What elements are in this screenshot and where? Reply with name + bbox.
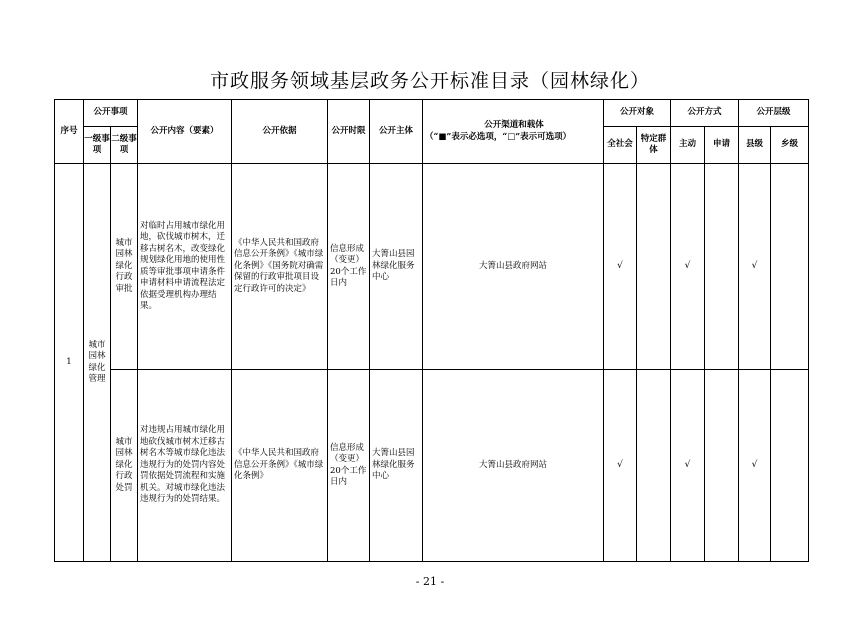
row-audience-all-check: √ <box>604 164 637 370</box>
row-content: 对临时占用城市绿化用地，砍伐城市树木，迁移古树名木，改变绿化规划绿化用地的使用性质等审批事项申请条件申请材料申请流程法定依据受理机构办理结果。 <box>138 164 232 370</box>
header-hierarchy-county: 县级 <box>739 127 771 164</box>
header-public-items: 公开事项 <box>84 100 138 127</box>
header-method-request: 申请 <box>705 127 739 164</box>
row-level2: 城市园林绿化行政处罚 <box>111 370 138 562</box>
header-channel-title: 公开渠道和载体 <box>484 120 544 130</box>
header-content: 公开内容（要素） <box>138 100 232 164</box>
row-audience-specific <box>637 164 671 370</box>
header-seq: 序号 <box>55 100 84 164</box>
row-method-active-check: √ <box>671 370 705 562</box>
header-subject: 公开主体 <box>370 100 423 164</box>
header-audience-all: 全社会 <box>604 127 637 164</box>
header-level1: 一级事项 <box>84 127 111 164</box>
header-time-limit: 公开时限 <box>328 100 370 164</box>
row-basis: 《中华人民共和国政府信息公开条例》《城市绿化条例》 <box>232 370 328 562</box>
row-method-request <box>705 164 739 370</box>
header-channel <box>423 100 604 164</box>
header-basis: 公开依据 <box>232 100 328 164</box>
table-row <box>55 164 809 370</box>
row-hierarchy-county-check: √ <box>739 164 771 370</box>
header-hierarchy: 公开层级 <box>739 100 809 127</box>
header-channel-note: （“■”表示必选项，“□”表示可选项） <box>425 131 572 142</box>
row-level2: 城市园林绿化行政审批 <box>111 164 138 370</box>
page-number: - 21 - <box>415 575 445 588</box>
row-subject: 大箐山县园林绿化服务中心 <box>370 164 423 370</box>
row-content: 对违规占用城市绿化用地砍伐城市树木迁移古树名木等城市绿化违法违规行为的处罚内容处罚依据处罚流程和实施机关。对城市绿化违法违规行为的处罚结果。 <box>138 370 232 562</box>
row-hierarchy-township <box>771 370 809 562</box>
row-method-active-check: √ <box>671 164 705 370</box>
row-hierarchy-township <box>771 164 809 370</box>
row-channel: 大箐山县政府网站 <box>423 164 604 370</box>
header-audience: 公开对象 <box>604 100 671 127</box>
row-subject: 大箐山县园林绿化服务中心 <box>370 370 423 562</box>
row-level1: 城市园林绿化管理 <box>84 164 111 562</box>
catalog-table <box>54 99 809 562</box>
header-method: 公开方式 <box>671 100 739 127</box>
row-seq: 1 <box>55 164 84 562</box>
header-method-active: 主动 <box>671 127 705 164</box>
row-channel: 大箐山县政府网站 <box>423 370 604 562</box>
row-time-limit: 信息形成（变更）20个工作日内 <box>328 164 370 370</box>
document-title: 市政服务领域基层政务公开标准目录（园林绿化） <box>209 70 650 92</box>
table-row <box>55 370 809 562</box>
row-hierarchy-county-check: √ <box>739 370 771 562</box>
header-hierarchy-township: 乡级 <box>771 127 809 164</box>
row-time-limit: 信息形成（变更）20个工作日内 <box>328 370 370 562</box>
row-audience-specific <box>637 370 671 562</box>
header-audience-specific: 特定群体 <box>637 127 671 164</box>
row-audience-all-check: √ <box>604 370 637 562</box>
row-basis: 《中华人民共和国政府信息公开条例》《城市绿化条例》《国务院对确需保留的行政审批项目设定行政许可的决定》 <box>232 164 328 370</box>
header-row-1 <box>55 100 809 127</box>
header-level2: 二级事项 <box>111 127 138 164</box>
row-method-request <box>705 370 739 562</box>
